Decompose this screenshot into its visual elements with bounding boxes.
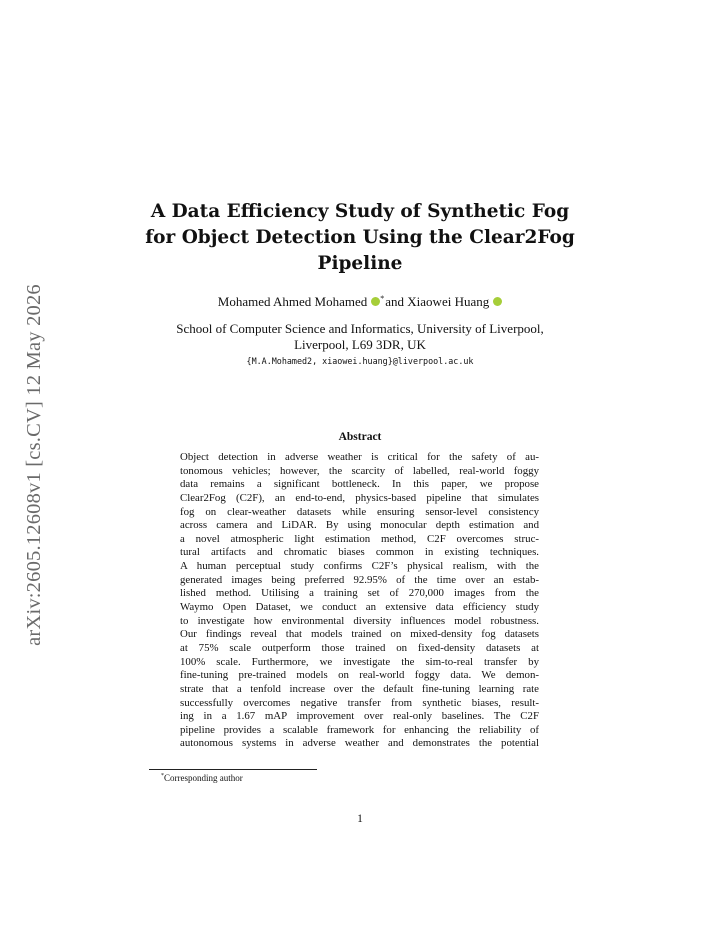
abstract-line: 100% scale. Furthermore, we investigate the sim-to-real transfer by <box>180 655 539 668</box>
arxiv-sidebar-identifier: arXiv:2605.12608v1 [cs.CV] 12 May 2026 <box>23 284 45 646</box>
footnote-marker: * <box>161 773 164 779</box>
abstract-line: autonomous systems in adverse weather and demonstrates the potential <box>180 737 539 750</box>
footnote <box>161 773 243 783</box>
abstract-line: to investigate how environmental diversity influences model robustness. <box>180 614 539 627</box>
orcid-icon[interactable] <box>493 297 502 306</box>
abstract-line: fine-tuning pre-trained models on real-world foggy data. We demon- <box>180 669 539 682</box>
author-list <box>120 291 600 310</box>
abstract-line: generated images being preferred 92.95% of the time over an estab- <box>180 573 539 586</box>
abstract-line: a novel atmospheric light estimation method, C2F overcomes struc- <box>180 532 539 545</box>
affiliation-line: School of Computer Science and Informatics, University of Liverpool, <box>176 321 544 336</box>
title-line: Pipeline <box>317 253 403 274</box>
footnote-text: Corresponding author <box>164 773 243 783</box>
affiliation <box>110 321 610 353</box>
abstract-line: fog on clear-weather datasets while ensuring sensor-level consistency <box>180 505 539 518</box>
abstract-line: ing in a 1.67 mAP improvement over real-only baselines. The C2F <box>180 710 539 723</box>
footnote-rule <box>149 769 317 770</box>
abstract-line: Object detection in adverse weather is critical for the safety of au- <box>180 451 539 463</box>
abstract-line: tural artifacts and chromatic biases common in existing techniques. <box>180 546 539 559</box>
page-number: 1 <box>357 813 363 825</box>
abstract-heading: Abstract <box>338 431 382 443</box>
corresponding-marker: * <box>380 294 385 303</box>
abstract-line: lished method. Utilising a training set of 270,000 images from the <box>180 587 539 600</box>
abstract-line: Waymo Open Dataset, we conduct an extensive data efficiency study <box>180 601 539 614</box>
abstract-body <box>180 451 539 751</box>
abstract-line: pipeline provides a scalable framework for enhancing the reliability of <box>180 723 539 736</box>
abstract-line: A human perceptual study confirms C2F’s physical realism, with the <box>180 560 539 573</box>
paper-title <box>120 199 600 277</box>
abstract-line: data remains a significant bottleneck. In this paper, we propose <box>180 478 539 491</box>
author-conjunction: and <box>385 294 405 309</box>
abstract-line: successfully overcomes negative transfer from synthetic biases, result- <box>180 696 539 709</box>
author-emails: {M.A.Mohamed2, xiaowei.huang}@liverpool.ac.uk <box>246 356 474 366</box>
title-line: A Data Efficiency Study of Synthetic Fog <box>150 201 570 222</box>
abstract-line: at 75% scale outperform those trained on fixed-density datasets at <box>180 641 539 654</box>
abstract-line: across camera and LiDAR. By using monocular depth estimation and <box>180 519 539 532</box>
abstract-line: Clear2Fog (C2F), an end-to-end, physics-based pipeline that simulates <box>180 491 539 504</box>
title-line: for Object Detection Using the Clear2Fog <box>145 227 575 248</box>
orcid-icon[interactable] <box>371 297 380 306</box>
author-name: Xiaowei Huang <box>407 294 490 309</box>
affiliation-line: Liverpool, L69 3DR, UK <box>294 337 426 352</box>
author-name: Mohamed Ahmed Mohamed <box>217 294 368 309</box>
abstract-line: Our findings reveal that models trained on mixed-density fog datasets <box>180 628 539 641</box>
abstract-line: tonomous vehicles; however, the scarcity of labelled, real-world foggy <box>180 464 539 477</box>
abstract-line: strate that a tenfold increase over the default fine-tuning learning rate <box>180 682 539 695</box>
